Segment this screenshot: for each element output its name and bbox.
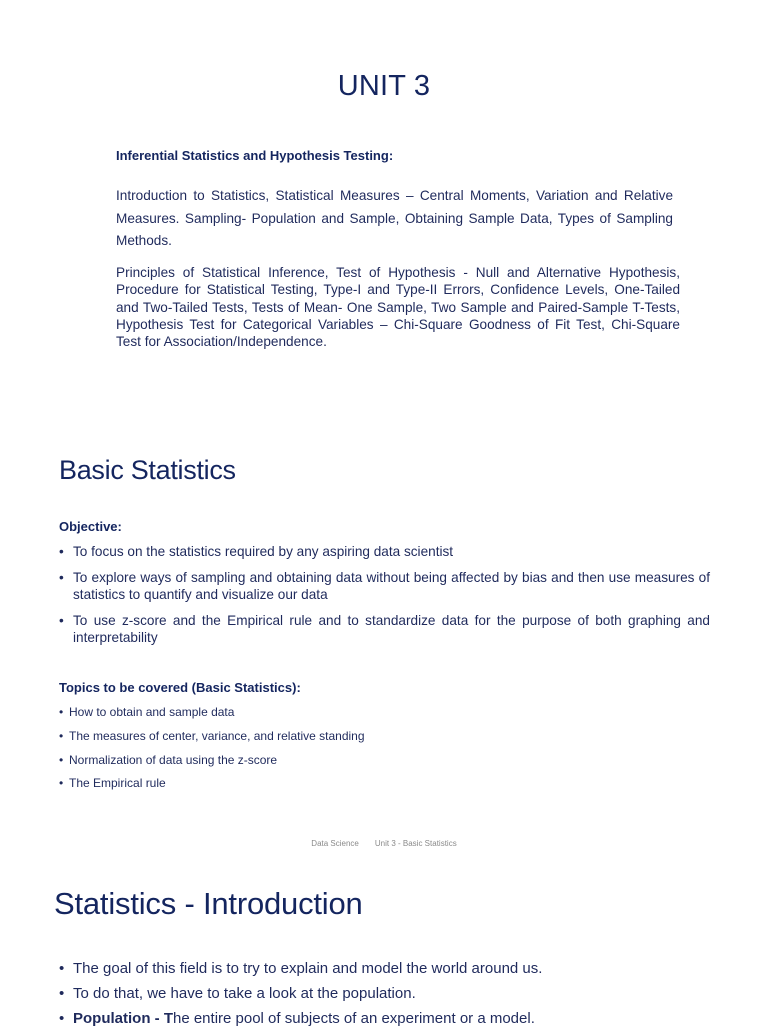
- statistics-introduction-title: Statistics - Introduction: [54, 886, 363, 921]
- population-definition-item: [59, 1009, 719, 1029]
- unit-title: UNIT 3: [337, 70, 431, 102]
- introduction-item: • The goal of this field is to try to explain and model the world around us.: [59, 959, 719, 979]
- syllabus-paragraph-2: Principles of Statistical Inference, Test of Hypothesis - Null and Alternative Hypothesis, Procedure for Statistical Testing, Type-I and Type-II Errors, Confidence Levels, One-Tailed and Two-Tailed Tests, Tests of Mean- One Sample, Two Sample and Paired-Sample T-Tests, Hypothesis Test for Categorical Variables – Chi-Square Goodness of Fit Test, Chi-Square Test for Association/Independence.: [116, 265, 680, 350]
- topic-item: • How to obtain and sample data: [59, 704, 559, 720]
- topics-label: Topics to be covered (Basic Statistics):: [59, 680, 301, 695]
- syllabus-paragraph-1: Introduction to Statistics, Statistical Measures – Central Moments, Variation and Relative Measures. Sampling- Population and Sample, Obtaining Sample Data, Types of Sampling Methods.: [116, 188, 673, 248]
- footer-course: Data Science: [311, 839, 359, 848]
- topic-item: • Normalization of data using the z-score: [59, 752, 559, 768]
- footer-unit: Unit 3 - Basic Statistics: [374, 839, 457, 848]
- introduction-item: • To do that, we have to take a look at the population.: [59, 984, 719, 1004]
- introduction-list: [59, 959, 719, 1034]
- population-definition: he entire pool of subjects of an experiment or a model.: [172, 1010, 535, 1027]
- slide-footer: [0, 839, 768, 848]
- syllabus-heading: Inferential Statistics and Hypothesis Testing:: [116, 148, 394, 163]
- topic-item: • The Empirical rule: [59, 775, 559, 791]
- objective-item: • To focus on the statistics required by any aspiring data scientist: [59, 543, 710, 560]
- topic-item: • The measures of center, variance, and relative standing: [59, 728, 559, 744]
- basic-statistics-title: Basic Statistics: [59, 455, 236, 485]
- objective-item: • To explore ways of sampling and obtaining data without being affected by bias and then use measures of statistics to quantify and visualize our data: [59, 569, 710, 603]
- topics-list: [59, 704, 559, 799]
- objective-item: • To use z-score and the Empirical rule and to standardize data for the purpose of both graphing and interpretability: [59, 612, 710, 646]
- population-term: Population - T: [73, 1010, 173, 1027]
- objective-list: [59, 543, 710, 655]
- objective-label: Objective:: [59, 519, 122, 534]
